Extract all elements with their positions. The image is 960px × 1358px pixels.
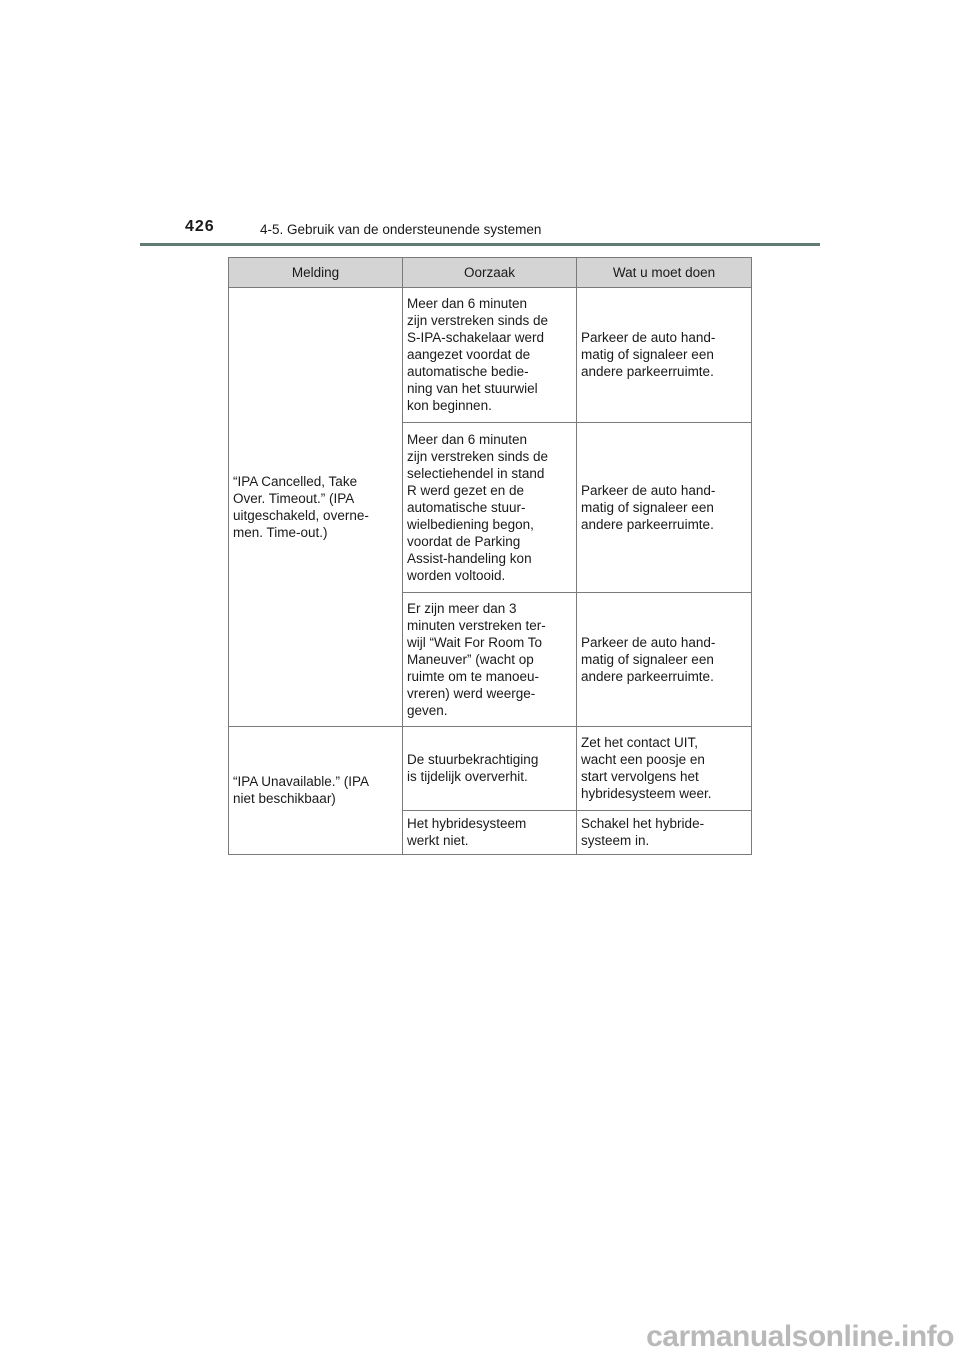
action-cell: Schakel het hybride- systeem in.	[577, 811, 752, 855]
action-cell: Parkeer de auto hand- matig of signaleer een andere parkeerruimte.	[577, 423, 752, 593]
table-row	[229, 727, 752, 811]
cause-cell: De stuurbekrachtiging is tijdelijk oververhit.	[403, 727, 577, 811]
column-header-melding: Melding	[229, 258, 403, 288]
message-cell: “IPA Unavailable.” (IPA niet beschikbaar)	[229, 727, 403, 855]
message-table	[228, 257, 752, 855]
table-header-row	[229, 258, 752, 288]
watermark: carmanualsonline.info	[646, 1320, 954, 1353]
header-divider	[140, 243, 820, 246]
action-cell: Parkeer de auto hand- matig of signaleer een andere parkeerruimte.	[577, 593, 752, 727]
section-title: 4-5. Gebruik van de ondersteunende systemen	[260, 222, 542, 237]
column-header-oorzaak: Oorzaak	[403, 258, 577, 288]
message-cell: “IPA Cancelled, Take Over. Timeout.” (IPA uitgeschakeld, overne- men. Time-out.)	[229, 288, 403, 727]
cause-cell: Meer dan 6 minuten zijn verstreken sinds de selectiehendel in stand R werd gezet en de automatische stuur- wielbediening begon, voordat de Parking Assist-handeling kon worden voltooid.	[403, 423, 577, 593]
table-row	[229, 288, 752, 423]
column-header-wat-u-moet-doen: Wat u moet doen	[577, 258, 752, 288]
cause-cell: Het hybridesysteem werkt niet.	[403, 811, 577, 855]
cause-cell: Meer dan 6 minuten zijn verstreken sinds de S-IPA-schakelaar werd aangezet voordat de automatische bedie- ning van het stuurwiel kon beginnen.	[403, 288, 577, 423]
action-cell: Parkeer de auto hand- matig of signaleer een andere parkeerruimte.	[577, 288, 752, 423]
cause-cell: Er zijn meer dan 3 minuten verstreken ter- wijl “Wait For Room To Maneuver” (wacht op ruimte om te manoeu- vreren) werd weerge- geven.	[403, 593, 577, 727]
page-number: 426	[185, 218, 215, 235]
action-cell: Zet het contact UIT, wacht een poosje en start vervolgens het hybridesysteem weer.	[577, 727, 752, 811]
